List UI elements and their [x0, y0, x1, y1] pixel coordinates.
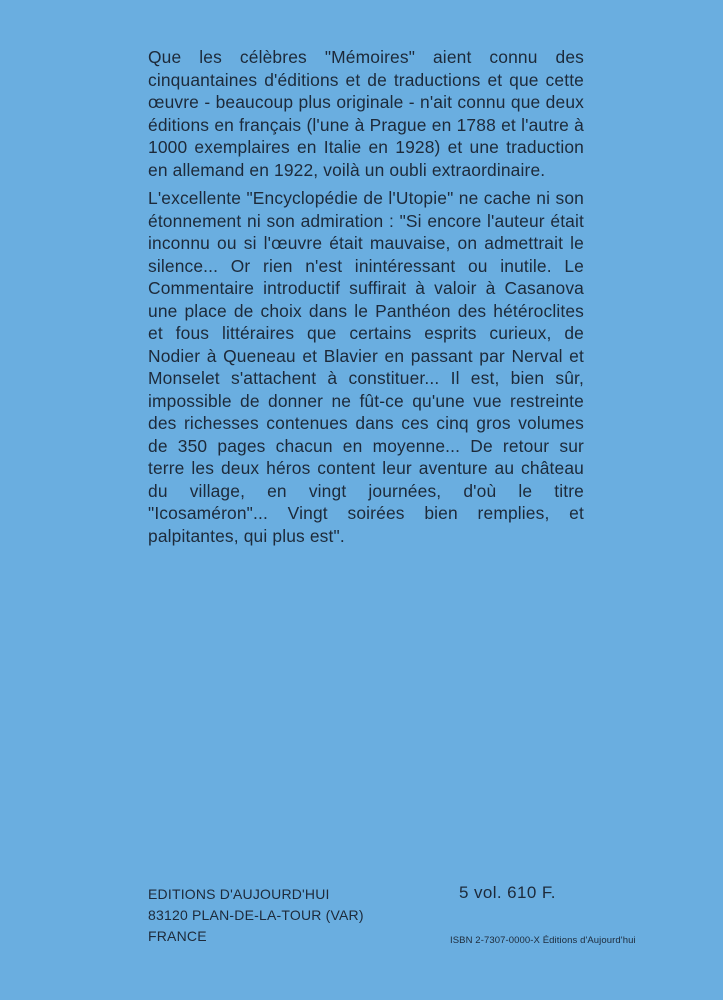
- blurb-paragraph-2: L'excellente "Encyclopédie de l'Utopie" ne cache ni son étonnement ni son admiration : "Si encore l'auteur était inconnu ou si l'œuvre était mauvaise, on admettrait le silence... Or rien n'est inintéressant ou inutile. Le Commentaire introductif suffirait à valoir à Casanova une place de choix dans le Panthéon des hétéroclites et fous littéraires que certains esprits curieux, de Nodier à Queneau et Blavier en passant par Nerval et Monselet s'attachent à constituer... Il est, bien sûr, impossible de donner ne fût-ce qu'une vue restreinte des richesses contenues dans ces cinq gros volumes de 350 pages chacun en moyenne... De retour sur terre les deux héros content leur aventure au château du village, en vingt journées, d'où le titre "Icosaméron"... Vingt soirées bien remplies, et palpitantes, qui plus est".: [148, 188, 584, 546]
- isbn-label: ISBN 2-7307-0000-X Éditions d'Aujourd'hui: [450, 935, 636, 946]
- publisher-country: FRANCE: [148, 928, 207, 944]
- price-label: 5 vol. 610 F.: [459, 883, 556, 902]
- publisher-city: 83120 PLAN-DE-LA-TOUR (VAR): [148, 907, 364, 923]
- publisher-name: EDITIONS D'AUJOURD'HUI: [148, 886, 330, 902]
- back-cover-blurb: [148, 46, 584, 547]
- publisher-address: [148, 884, 364, 947]
- blurb-paragraph-1: Que les célèbres "Mémoires" aient connu des cinquantaines d'éditions et de traductions et que cette œuvre - beaucoup plus originale - n'ait connu que deux éditions en français (l'une à Prague en 1788 et l'autre à 1000 exemplaires en Italie en 1928) et une traduction en allemand en 1922, voilà un oubli extraordinaire.: [148, 47, 584, 180]
